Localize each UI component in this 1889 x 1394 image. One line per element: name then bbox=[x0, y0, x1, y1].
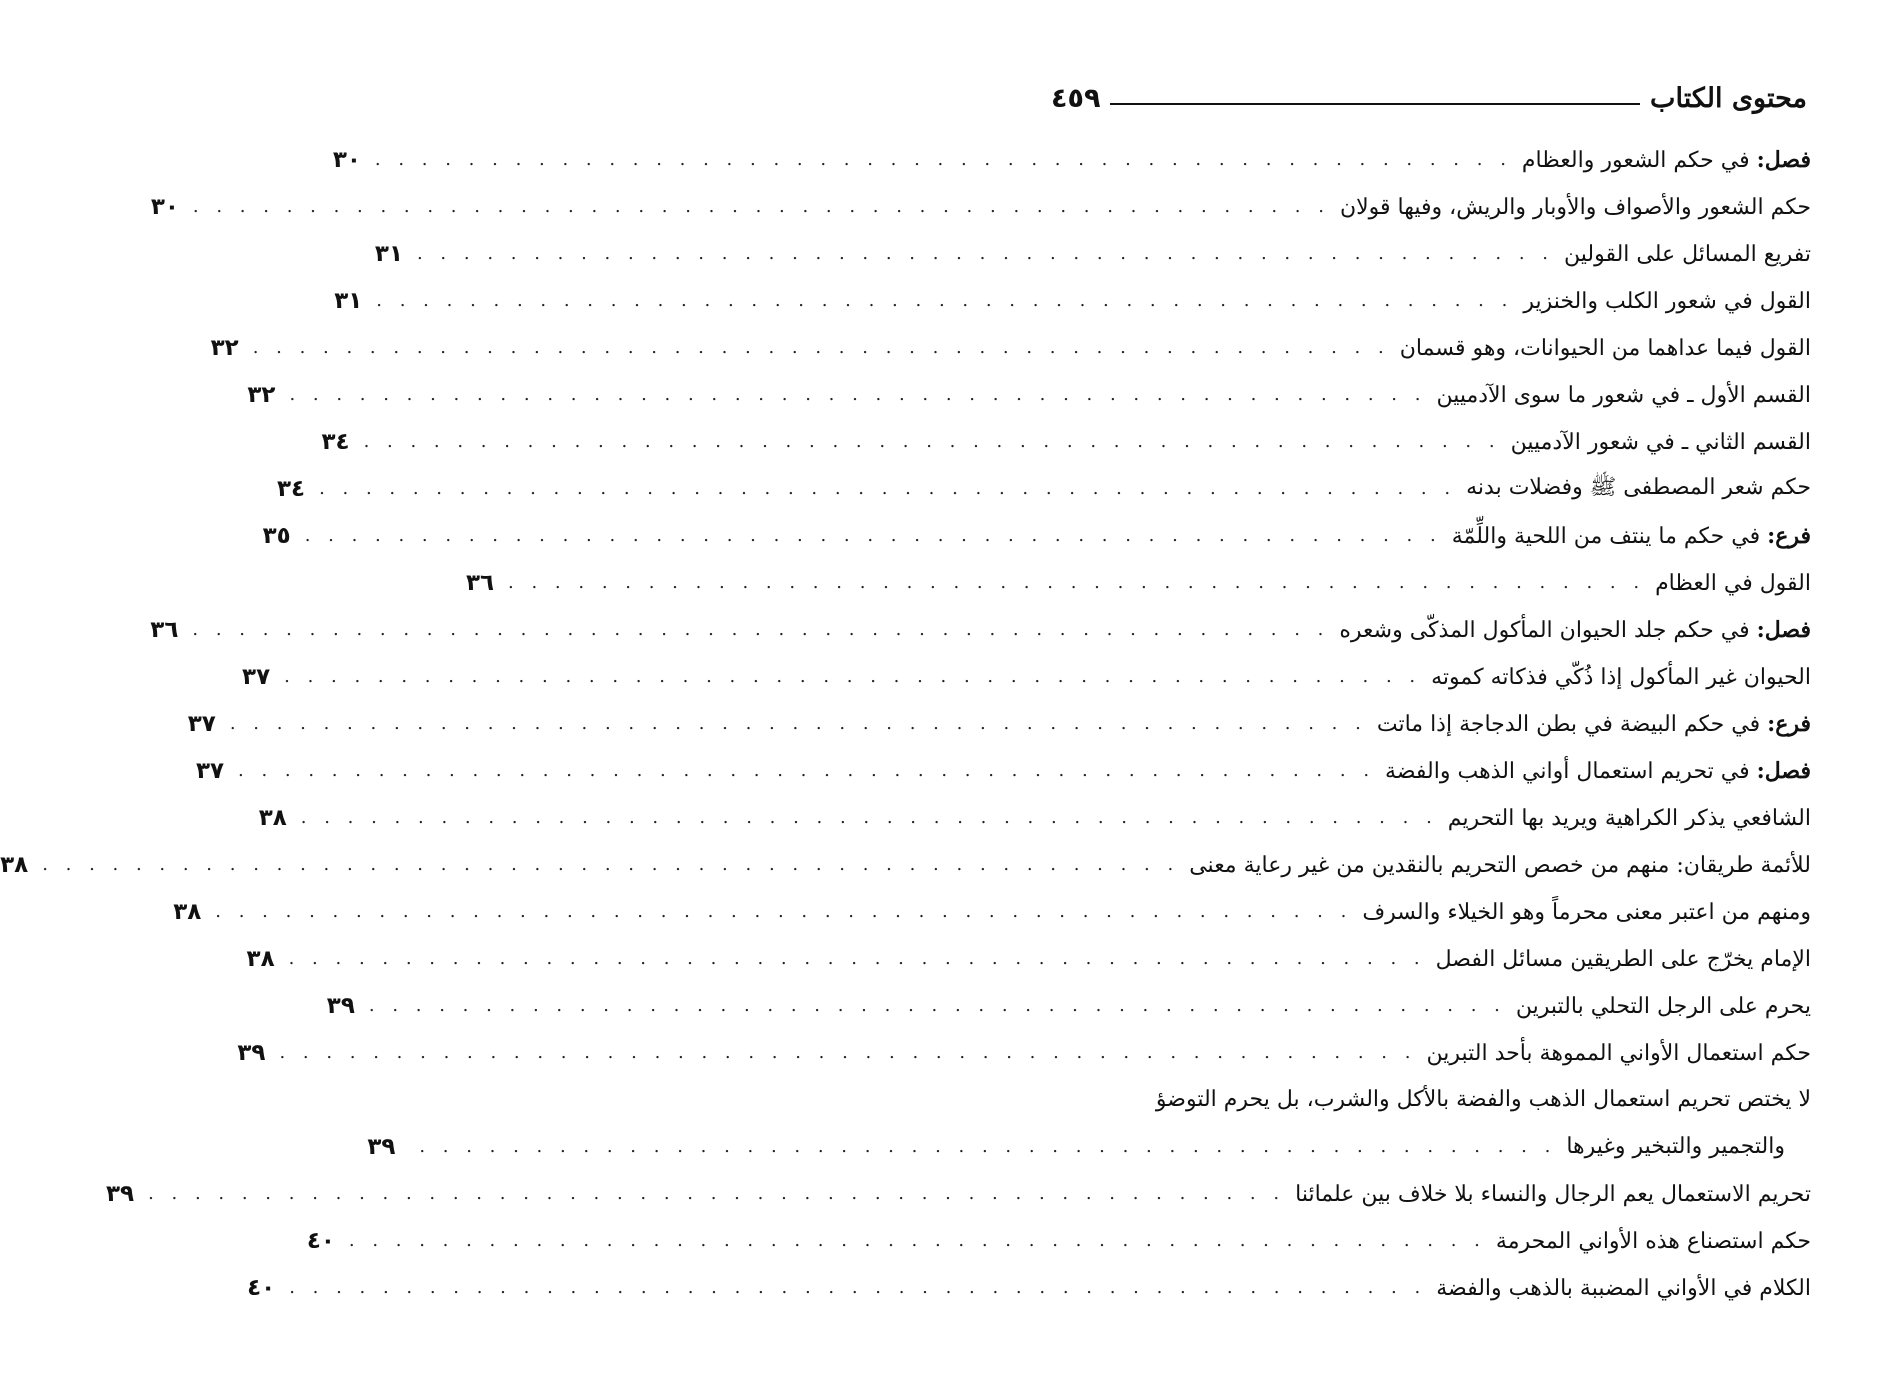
toc-entry-title: الشافعي يذكر الكراهية ويريد بها التحريم bbox=[1447, 805, 1811, 831]
toc-entry-title: حكم استصناع هذه الأواني المحرمة bbox=[1495, 1228, 1811, 1254]
toc-entry-line-2 bbox=[367, 1123, 1811, 1170]
toc-entry-title: الإمام يخرّج على الطريقين مسائل الفصل bbox=[1435, 946, 1811, 972]
toc-entry bbox=[242, 653, 1811, 700]
toc-entry-text bbox=[1466, 473, 1811, 505]
toc-entry-page: ٣٨ bbox=[173, 898, 202, 925]
toc-entry-text bbox=[1340, 194, 1811, 220]
toc-entry-prefix: فرع: bbox=[1767, 522, 1811, 549]
toc-entry-text bbox=[1377, 711, 1811, 737]
toc-entry-multiline bbox=[367, 1076, 1811, 1170]
toc-entry-text bbox=[1516, 993, 1811, 1019]
toc-entry-text bbox=[1189, 852, 1811, 878]
leader-dots: . . . . . . . . . . . . . . . . . . . . . . . . . . . . . . . . . . . . . . . . . . . . . . . . . bbox=[304, 525, 1442, 546]
toc-entry-page: ٣٤ bbox=[321, 428, 350, 455]
toc-entry bbox=[247, 371, 1811, 418]
toc-entry bbox=[150, 606, 1811, 653]
toc-entry bbox=[173, 888, 1811, 935]
toc-entry-title: في حكم الشعور والعظام bbox=[1521, 147, 1757, 173]
toc-entry-page: ٣٨ bbox=[0, 851, 29, 878]
toc-entry-title: حكم الشعور والأصواف والأوبار والريش، وفيها قولان bbox=[1339, 194, 1811, 220]
toc-entry-page: ٣٧ bbox=[242, 663, 271, 690]
toc-entry-title: القول في شعور الكلب والخنزير bbox=[1523, 288, 1811, 314]
toc-entry bbox=[246, 935, 1811, 982]
toc-entry bbox=[465, 559, 1811, 606]
toc-entry bbox=[106, 1170, 1811, 1217]
toc-entry-page: ٣١ bbox=[374, 240, 403, 267]
toc-entry-text bbox=[1295, 1181, 1811, 1207]
toc-entry-prefix: فصل: bbox=[1756, 616, 1811, 643]
toc-entry bbox=[374, 230, 1811, 277]
leader-dots: . . . . . . . . . . . . . . . . . . . . . . . . . . . . . . . . . . . . . . . . . . . . . . . . . bbox=[348, 1230, 1486, 1251]
toc-entry-text bbox=[1655, 570, 1811, 596]
toc-entry-title: تحريم الاستعمال يعم الرجال والنساء بلا خلاف بين علمائنا bbox=[1295, 1181, 1811, 1207]
toc-entry-title: القول في العظام bbox=[1655, 570, 1811, 596]
leader-dots: . . . . . . . . . . . . . . . . . . . . . . . . . . . . . . . . . . . . . . . . . . . . . . . . . bbox=[289, 384, 1427, 405]
leader-dots: . . . . . . . . . . . . . . . . . . . . . . . . . . . . . . . . . . . . . . . . . . . . . . . . . bbox=[288, 948, 1426, 969]
toc-entry-text bbox=[1452, 523, 1811, 549]
running-header bbox=[1051, 78, 1807, 118]
toc-entry-page: ٤٠ bbox=[306, 1227, 335, 1254]
toc-entry-page: ٣٢ bbox=[247, 381, 276, 408]
toc-entry bbox=[210, 324, 1811, 371]
leader-dots: . . . . . . . . . . . . . . . . . . . . . . . . . . . . . . . . . . . . . . . . . . . . . . . . . bbox=[238, 760, 1376, 781]
toc-entry-title: تفريع المسائل على القولين bbox=[1564, 241, 1811, 267]
toc-entry-text bbox=[1339, 617, 1811, 643]
toc-entry-page: ٣٠ bbox=[150, 193, 179, 220]
toc-entry-text bbox=[1496, 1228, 1811, 1254]
toc-entry-title: في حكم جلد الحيوان المأكول المذكّى وشعره bbox=[1339, 617, 1757, 643]
toc-entry-text bbox=[1362, 899, 1811, 925]
toc-entry-page: ٣٦ bbox=[150, 616, 179, 643]
toc-entry-title: للأئمة طريقان: منهم من خصص التحريم بالنقدين من غير رعاية معنى bbox=[1189, 852, 1811, 878]
leader-dots: . . . . . . . . . . . . . . . . . . . . . . . . . . . . . . . . . . . . . . . . . . . . . . . . . bbox=[289, 1277, 1427, 1298]
toc-entry bbox=[247, 1264, 1811, 1311]
toc-entry-page: ٣٩ bbox=[326, 992, 355, 1019]
leader-dots: . . . . . . . . . . . . . . . . . . . . . . . . . . . . . . . . . . . . . . . . . . . . . . . . . bbox=[416, 243, 1554, 264]
toc-entry bbox=[187, 700, 1811, 747]
leader-dots: . . . . . . . . . . . . . . . . . . . . . . . . . . . . . . . . . . . . . . . . . . . . . . . . . bbox=[42, 854, 1180, 875]
toc-entry bbox=[0, 841, 1811, 888]
toc-entry-title: في حكم ما ينتف من اللحية واللِّمّة bbox=[1451, 523, 1768, 549]
toc-entry-text bbox=[1436, 1275, 1811, 1301]
toc-entry-page: ٣٤ bbox=[277, 475, 306, 502]
toc-entry-title-continued: والتجمير والتبخير وغيرها bbox=[1566, 1134, 1785, 1159]
leader-dots: . . . . . . . . . . . . . . . . . . . . . . . . . . . . . . . . . . . . . . . . . . . . . . . . . bbox=[376, 290, 1514, 311]
leader-dots: . . . . . . . . . . . . . . . . . . . . . . . . . . . . . . . . . . . . . . . . . . . . . . . . . bbox=[508, 572, 1646, 593]
toc-entry-page: ٣٧ bbox=[187, 710, 216, 737]
header-rule bbox=[1110, 103, 1640, 105]
toc-entry-page: ٣٥ bbox=[262, 522, 291, 549]
toc-entry bbox=[258, 794, 1811, 841]
toc-entry bbox=[332, 136, 1811, 183]
toc-entry-page: ٣٨ bbox=[246, 945, 275, 972]
toc-entry-page: ٣٩ bbox=[237, 1039, 266, 1066]
leader-dots: . . . . . . . . . . . . . . . . . . . . . . . . . . . . . . . . . . . . . . . . . . . . . . . . . bbox=[363, 431, 1501, 452]
toc-entry bbox=[326, 982, 1811, 1029]
toc-entry bbox=[321, 418, 1811, 465]
toc-entry-page: ٣١ bbox=[334, 287, 363, 314]
toc-entry-text bbox=[367, 1076, 1811, 1170]
leader-dots: . . . . . . . . . . . . . . . . . . . . . . . . . . . . . . . . . . . . . . . . . . . . . . . . . bbox=[192, 196, 1330, 217]
toc-entry-page: ٤٠ bbox=[247, 1274, 276, 1301]
toc-entry bbox=[237, 1029, 1811, 1076]
toc-entry-line-1 bbox=[367, 1076, 1811, 1123]
toc-entry-title: الكلام في الأواني المضببة بالذهب والفضة bbox=[1436, 1275, 1811, 1301]
toc-entry-text bbox=[1448, 805, 1811, 831]
leader-dots: . . . . . . . . . . . . . . . . . . . . . . . . . . . . . . . . . . . . . . . . . . . . . . . . . bbox=[192, 619, 1330, 640]
page-number: ٤٥٩ bbox=[1051, 82, 1101, 114]
toc-entry-title: القول فيما عداهما من الحيوانات، وهو قسمان bbox=[1399, 335, 1811, 361]
table-of-contents bbox=[0, 136, 1811, 1311]
toc-entry-title: في حكم البيضة في بطن الدجاجة إذا ماتت bbox=[1376, 711, 1768, 737]
leader-dots: . . . . . . . . . . . . . . . . . . . . . . . . . . . . . . . . . . . . . . . . . . . . . . . . . bbox=[374, 149, 1512, 170]
toc-entry-title: يحرم على الرجل التحلي بالتبرين bbox=[1515, 993, 1811, 1019]
toc-entry-page: ٣٦ bbox=[465, 569, 495, 596]
toc-entry-text bbox=[1436, 382, 1811, 408]
toc-entry-text bbox=[1523, 288, 1811, 314]
toc-entry-prefix: فرع: bbox=[1767, 710, 1811, 737]
toc-entry-text bbox=[1431, 664, 1811, 690]
toc-entry-prefix: فصل: bbox=[1756, 146, 1811, 173]
toc-entry-title: الحيوان غير المأكول إذا ذُكّي فذكاته كموته bbox=[1431, 664, 1811, 690]
toc-entry-page: ٣٩ bbox=[106, 1180, 135, 1207]
toc-entry bbox=[262, 512, 1811, 559]
toc-entry-text bbox=[1385, 758, 1811, 784]
toc-entry-page: ٣٢ bbox=[210, 334, 239, 361]
toc-entry-page: ٣٧ bbox=[195, 757, 225, 784]
toc-entry-prefix: فصل: bbox=[1756, 757, 1811, 784]
leader-dots: . . . . . . . . . . . . . . . . . . . . . . . . . . . . . . . . . . . . . . . . . . . . . . . . . bbox=[319, 478, 1457, 499]
toc-entry-title: حكم استعمال الأواني المموهة بأحد التبرين bbox=[1426, 1040, 1811, 1066]
toc-entry-text bbox=[1426, 1040, 1811, 1066]
leader-dots: . . . . . . . . . . . . . . . . . . . . . . . . . . . . . . . . . . . . . . . . . . . . . . . . . bbox=[284, 666, 1422, 687]
toc-entry-title: في تحريم استعمال أواني الذهب والفضة bbox=[1385, 758, 1757, 784]
toc-entry-text bbox=[1511, 429, 1811, 455]
toc-entry bbox=[277, 465, 1811, 512]
toc-entry bbox=[334, 277, 1811, 324]
toc-entry-page: ٣٠ bbox=[332, 146, 361, 173]
toc-entry-title: القسم الثاني ـ في شعور الآدميين bbox=[1510, 429, 1811, 455]
leader-dots: . . . . . . . . . . . . . . . . . . . . . . . . . . . . . . . . . . . . . . . . . . . . . . . . . bbox=[229, 713, 1367, 734]
running-header-title: محتوى الكتاب bbox=[1650, 82, 1807, 114]
toc-entry-text bbox=[1436, 946, 1811, 972]
leader-dots: . . . . . . . . . . . . . . . . . . . . . . . . . . . . . . . . . . . . . . . . . . . . . . . . . bbox=[279, 1042, 1417, 1063]
toc-entry-text bbox=[1564, 241, 1811, 267]
toc-entry-title: القسم الأول ـ في شعور ما سوى الآدميين bbox=[1436, 382, 1811, 408]
toc-entry-page: ٣٨ bbox=[258, 804, 287, 831]
toc-entry bbox=[195, 747, 1811, 794]
toc-entry bbox=[306, 1217, 1811, 1264]
leader-dots: . . . . . . . . . . . . . . . . . . . . . . . . . . . . . . . . . . . . . . . . . . . . . . . . . bbox=[368, 995, 1506, 1016]
leader-dots: . . . . . . . . . . . . . . . . . . . . . . . . . . . . . . . . . . . . . . . . . . . . . . . . . bbox=[148, 1183, 1286, 1204]
leader-dots: . . . . . . . . . . . . . . . . . . . . . . . . . . . . . . . . . . . . . . . . . . . . . . . . . bbox=[215, 901, 1353, 922]
toc-entry bbox=[150, 183, 1811, 230]
toc-entry-text bbox=[1400, 335, 1811, 361]
toc-entry-title: ومنهم من اعتبر معنى محرماً وهو الخيلاء والسرف bbox=[1362, 899, 1811, 925]
toc-entry-title: لا يختص تحريم استعمال الذهب والفضة بالأكل والشرب، بل يحرم التوضؤ bbox=[1155, 1087, 1811, 1112]
leader-dots: . . . . . . . . . . . . . . . . . . . . . . . . . . . . . . . . . . . . . . . . . . . . . . . . . bbox=[300, 807, 1438, 828]
toc-entry-title: حكم شعر المصطفى ﷺ وفضلات بدنه bbox=[1466, 474, 1811, 500]
leader-dots: . . . . . . . . . . . . . . . . . . . . . . . . . . . . . . . . . . . . . . . . . . . . . . . . . bbox=[419, 1136, 1557, 1157]
toc-entry-text bbox=[1522, 147, 1811, 173]
leader-dots: . . . . . . . . . . . . . . . . . . . . . . . . . . . . . . . . . . . . . . . . . . . . . . . . . bbox=[252, 337, 1390, 358]
toc-entry-page: ٣٩ bbox=[367, 1133, 396, 1160]
